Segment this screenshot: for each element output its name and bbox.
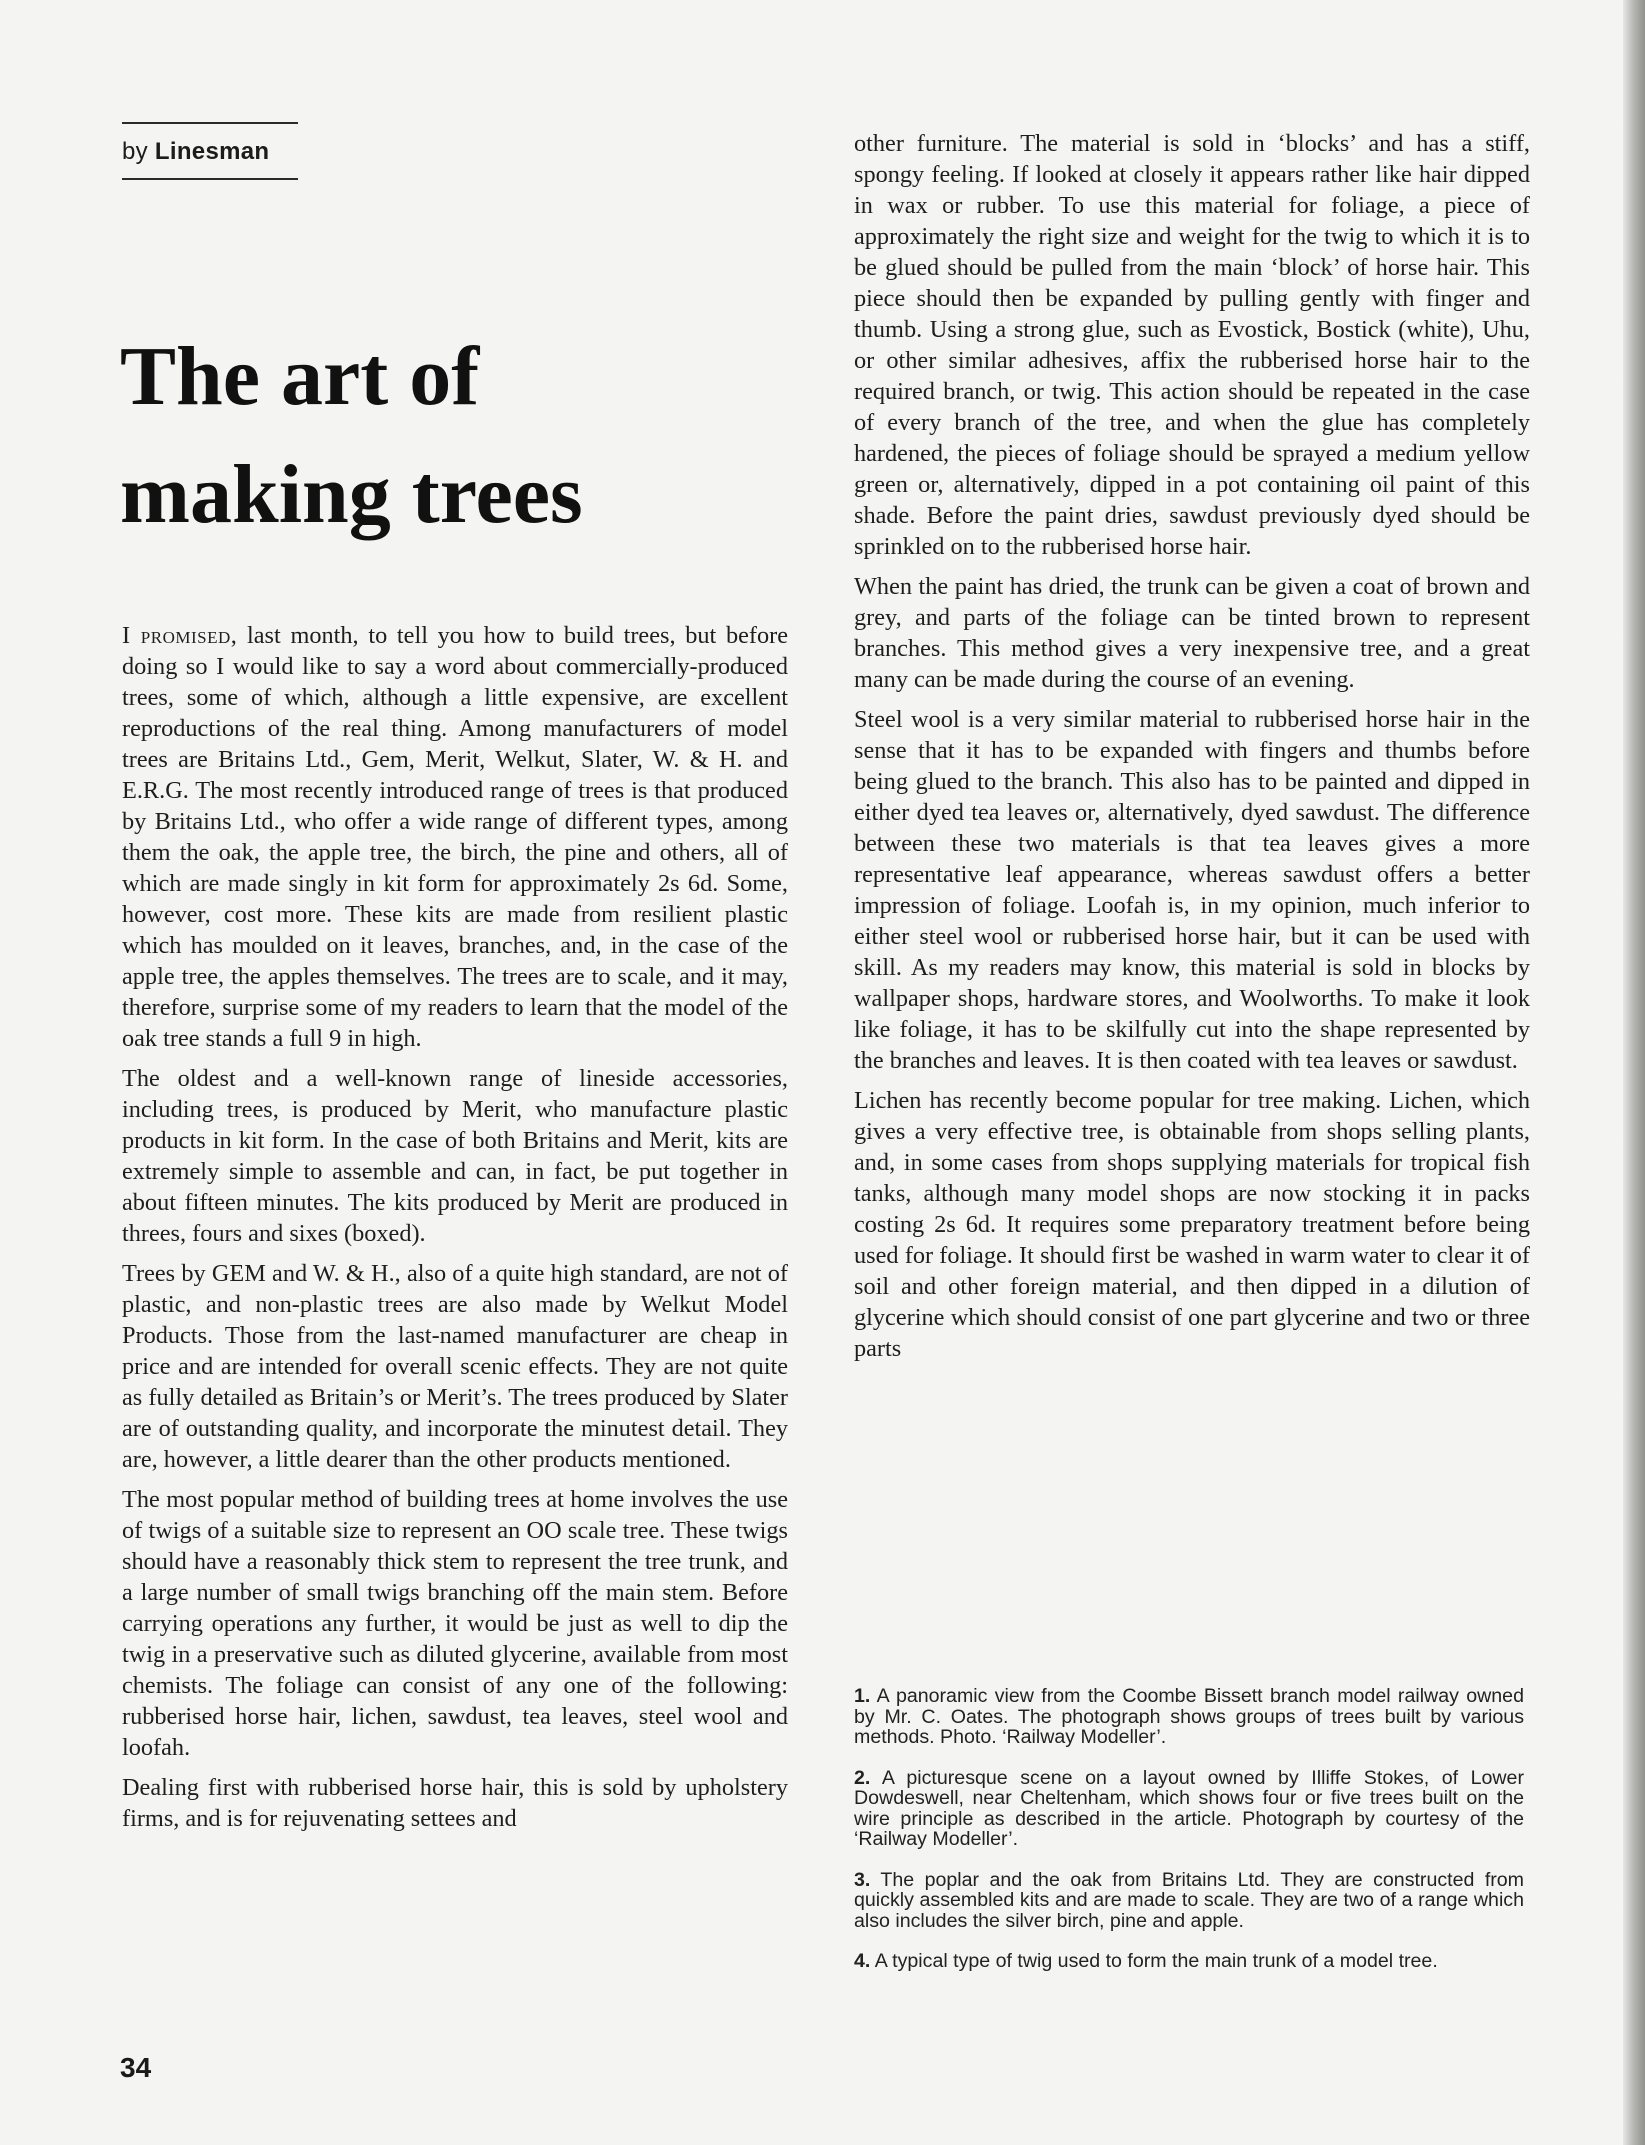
byline: [122, 122, 298, 180]
left-column: [122, 620, 788, 1843]
title-line: making trees: [120, 448, 583, 541]
caption: [854, 1686, 1524, 1748]
body-paragraph: Lichen has recently become popular for tree making. Lichen, which gives a very effective tree, is obtainable from shops selling plants, and, in some cases from shops supplying materials for tropical fish tanks, although many model shops are now stocking it in packs costing 2s 6d. It requires some preparatory treatment before being used for foliage. It should first be washed in warm water to clear it of soil and other foreign material, and then dipped in a dilution of glycerine which should consist of one part glycerine and two or three parts: [854, 1087, 1530, 1362]
caption: [854, 1951, 1524, 1972]
adjacent-page-edge: [1623, 0, 1645, 2145]
caption-text: A typical type of twig used to form the main trunk of a model tree.: [874, 1950, 1438, 1972]
title-line: The art of: [120, 330, 480, 423]
caption-text: A panoramic view from the Coombe Bissett branch model railway owned by Mr. C. Oates. The photograph shows groups of trees built by various methods. Photo. ‘Railway Modeller’.: [854, 1685, 1524, 1748]
body-paragraph: Steel wool is a very similar material to rubberised horse hair in the sense that it has to be expanded with fingers and thumbs before being glued to the branch. This also has to be painted and dipped in either dyed tea leaves or, alternatively, dyed sawdust. The difference between these two materials is that tea leaves gives a more representative leaf appearance, whereas sawdust offers a better impression of foliage. Loofah is, in my opinion, much inferior to either steel wool or rubberised horse hair, but it can be used with skill. As my readers may know, this material is sold in blocks by wallpaper shops, hardware stores, and Woolworths. To make it look like foliage, it has to be skilfully cut into the shape represented by the branches and leaves. It is then coated with tea leaves or sawdust.: [854, 706, 1530, 1074]
caption-number: 4.: [854, 1950, 871, 1972]
right-column: [854, 128, 1530, 1373]
caption-text: A picturesque scene on a layout owned by Illiffe Stokes, of Lower Dowdeswell, near Cheltenham, which shows four or five trees built on the wire principle as described in the article. Photograph by courtesy of the ‘Railway Modeller’.: [854, 1766, 1524, 1850]
body-paragraph: other furniture. The material is sold in ‘blocks’ and has a stiff, spongy feeling. If looked at closely it appears rather like hair dipped in wax or rubber. To use this material for foliage, a piece of approximately the right size and weight for the twig to which it is to be glued should be pulled from the main ‘block’ of horse hair. This piece should then be expanded by pulling gently with finger and thumb. Using a strong glue, such as Evostick, Bostick (white), Uhu, or other similar adhesives, affix the rubberised horse hair to the required branch, or twig. This action should be repeated in the case of every branch of the tree, and when the glue has completely hardened, the pieces of foliage should be sprayed a medium yellow green or, alternatively, dipped in a pot containing oil paint of this shade. Before the paint dries, sawdust previously dyed should be sprinkled on to the rubberised horse hair.: [854, 130, 1530, 560]
body-paragraph: [122, 620, 788, 1054]
caption-number: 2.: [854, 1766, 871, 1789]
body-paragraph: When the paint has dried, the trunk can be given a coat of brown and grey, and parts of the foliage can be tinted brown to represent branches. This method gives a very inexpensive tree, and a great many can be made during the course of an evening.: [854, 573, 1530, 693]
caption-number: 1.: [854, 1685, 871, 1707]
caption-number: 3.: [854, 1868, 871, 1891]
caption-text: The poplar and the oak from Britains Ltd. They are constructed from quickly assembled kits and are made to scale. They are two of a range which also includes the silver birch, pine and apple.: [854, 1868, 1525, 1932]
photo-captions: [854, 1686, 1524, 1992]
body-paragraph: Trees by GEM and W. & H., also of a quite high standard, are not of plastic, and non-plastic trees are also made by Welkut Model Products. Those from the last-named manufacturer are cheap in price and are intended for overall scenic effects. They are not quite as fully detailed as Britain’s or Merit’s. The trees produced by Slater are of outstanding quality, and incorporate the minutest detail. They are, however, a little dearer than the other products mentioned.: [122, 1260, 788, 1473]
byline-prefix: by: [122, 138, 148, 165]
body-paragraph: The most popular method of building trees at home involves the use of twigs of a suitable size to represent an OO scale tree. These twigs should have a reasonably thick stem to represent the tree trunk, and a large number of small twigs branching off the main stem. Before carrying operations any further, it would be just as well to dip the twig in a preservative such as diluted glycerine, available from most chemists. The foliage can consist of any one of the following: rubberised horse hair, lichen, sawdust, tea leaves, steel wool and loofah.: [122, 1486, 788, 1761]
opening-small-caps: I promised,: [122, 622, 238, 649]
page-number: 34: [120, 2052, 152, 2083]
byline-author: Linesman: [154, 138, 270, 165]
body-paragraph: Dealing first with rubberised horse hair, this is sold by upholstery firms, and is for rejuvenating settees and: [122, 1774, 788, 1832]
body-paragraph: The oldest and a well-known range of lineside accessories, including trees, is produced by Merit, who manufacture plastic products in kit form. In the case of both Britains and Merit, kits are extremely simple to assemble and can, in fact, be put together in about fifteen minutes. The kits produced by Merit are produced in threes, fours and sixes (boxed).: [122, 1065, 788, 1247]
article-title: [120, 318, 760, 554]
caption: [854, 1768, 1524, 1850]
caption: [854, 1870, 1524, 1932]
paragraph-text: last month, to tell you how to build trees, but before doing so I would like to say a word about commercially-produced trees, some of which, although a little expensive, are excellent reproductions of the real thing. Among manufacturers of model trees are Britains Ltd., Gem, Merit, Welkut, Slater, W. & H. and E.R.G. The most recently introduced range of trees is that produced by Britains Ltd., who offer a wide range of different types, among them the oak, the apple tree, the birch, the pine and others, all of which are made singly in kit form for approximately 2s 6d. Some, however, cost more. These kits are made from resilient plastic which has moulded on it leaves, branches, and, in the case of the apple tree, the apples themselves. The trees are to scale, and it may, therefore, surprise some of my readers to learn that the model of the oak tree stands a full 9 in high.: [122, 622, 789, 1052]
